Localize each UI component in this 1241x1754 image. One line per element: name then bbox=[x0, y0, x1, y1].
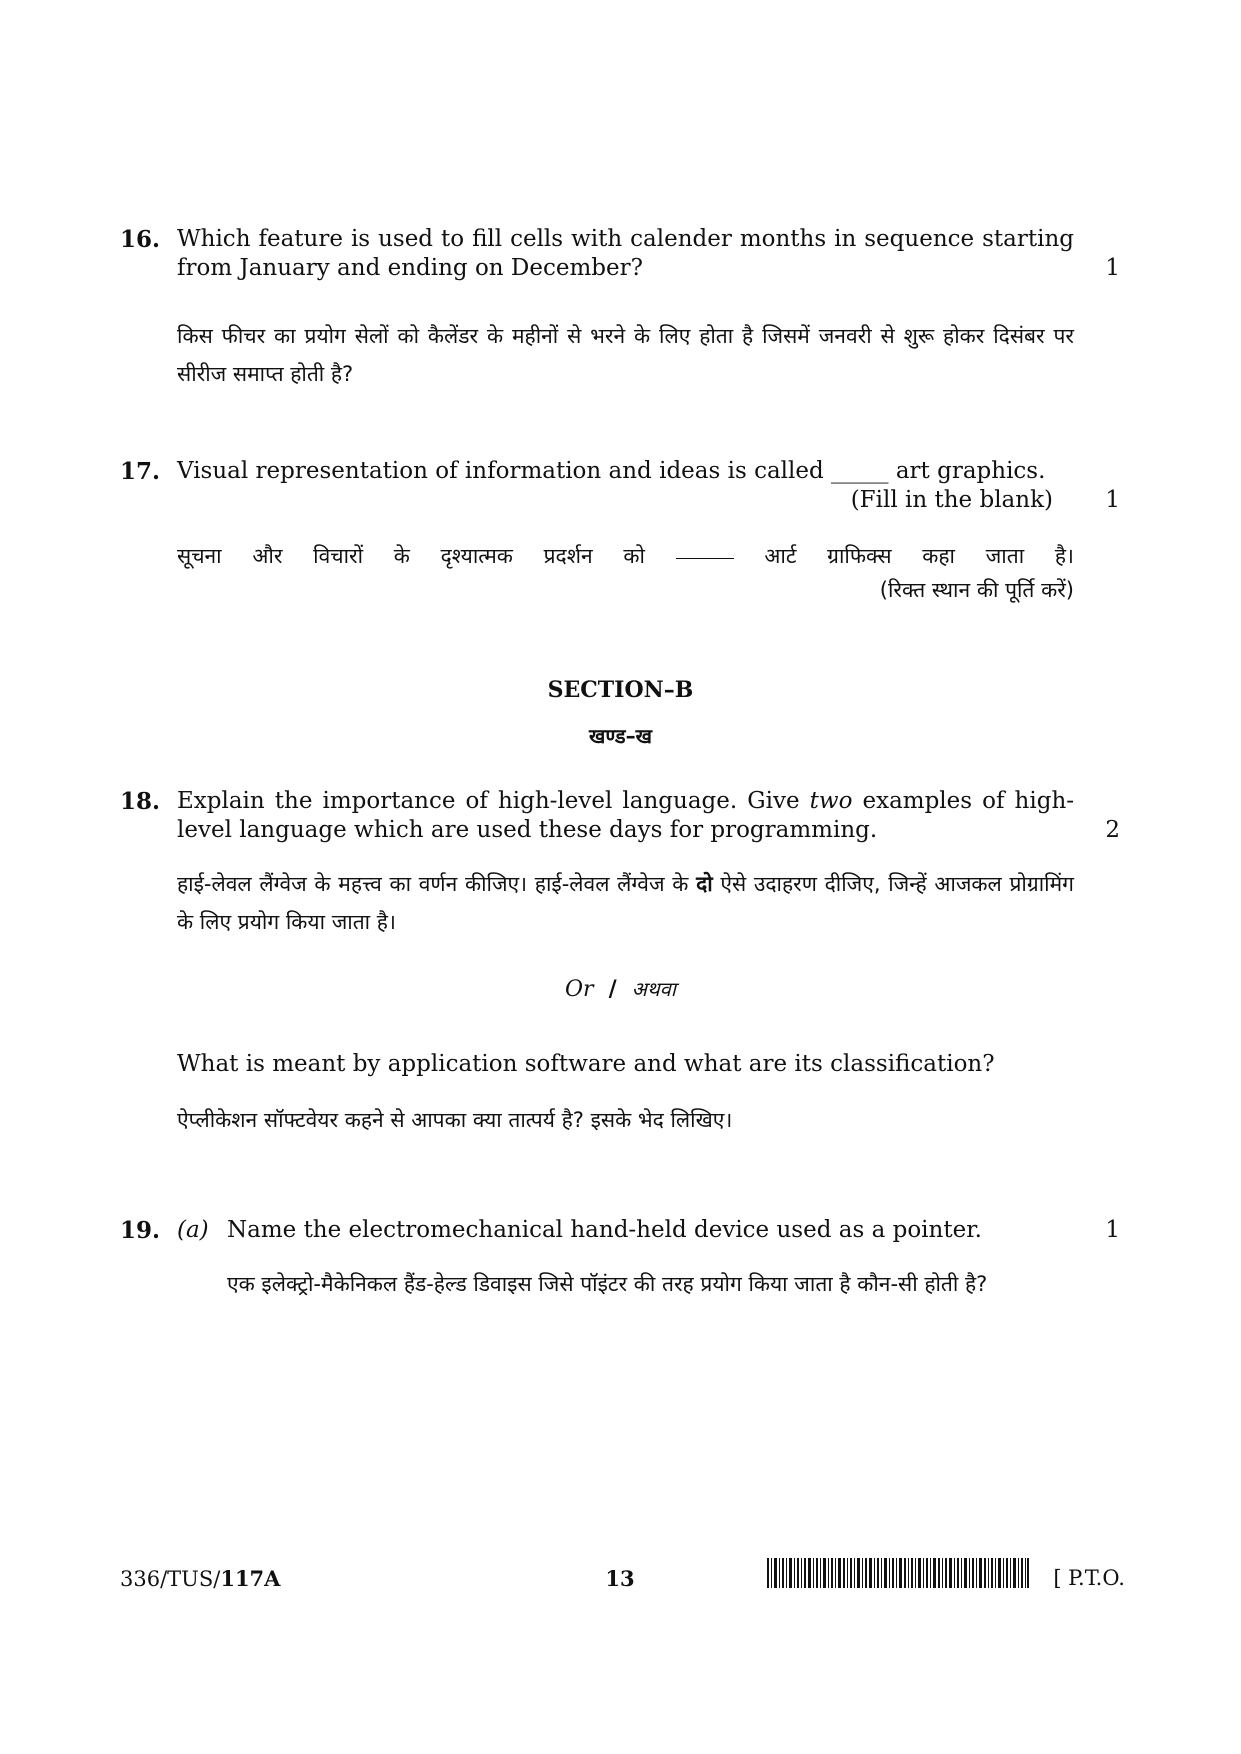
question-text-hindi: एक इलेक्ट्रो-मैकेनिकल हैंड-हेल्ड डिवाइस जिसे पॉइंटर की तरह प्रयोग किया जाता है कौन-सी होती है? bbox=[227, 1272, 988, 1296]
question-body bbox=[227, 1216, 1074, 1303]
question-text-part: Visual representation of information and ideas is called bbox=[177, 458, 824, 484]
question-body bbox=[177, 225, 1074, 393]
question-17 bbox=[120, 457, 1120, 605]
question-text-part: Explain the importance of high-level language. Give bbox=[177, 788, 800, 814]
question-text-english: Name the electromechanical hand-held device used as a pointer. bbox=[227, 1217, 982, 1243]
or-english: Or bbox=[565, 977, 594, 1002]
question-text-part: सूचना और विचारों के दृश्यात्मक प्रदर्शन को bbox=[177, 544, 645, 568]
marks: 1 bbox=[1105, 255, 1120, 281]
or-divider bbox=[0, 975, 1241, 1002]
question-text-english: Which feature is used to fill cells with calender months in sequence starting from January and ending on December? bbox=[177, 226, 1074, 281]
question-text-part: ऐसे उदाहरण दीजिए, जिन्हें आजकल प्रोग्रामिंग के लिए प्रयोग किया जाता है। bbox=[177, 872, 1074, 934]
question-number: 18. bbox=[120, 788, 161, 815]
instruction-note-hindi: (रिक्त स्थान की पूर्ति करें) bbox=[879, 578, 1074, 602]
marks: 1 bbox=[1105, 487, 1120, 513]
fill-blank: _____ bbox=[831, 458, 889, 484]
question-text-english bbox=[177, 787, 1074, 845]
question-19 bbox=[120, 1216, 1120, 1303]
question-text-part: हाई-लेवल लैंग्वेज के महत्त्व का वर्णन कीजिए। हाई-लेवल लैंग्वेज के bbox=[177, 872, 689, 896]
question-text-part: examples of high-level language which are used these days for programming. bbox=[177, 788, 1075, 843]
question-text-hindi: ऐप्लीकेशन सॉफ्टवेयर कहने से आपका क्या तात्पर्य है? इसके भेद लिखिए। bbox=[177, 1108, 733, 1132]
instruction-note: (Fill in the blank) bbox=[850, 487, 1053, 513]
please-turn-over: [ P.T.O. bbox=[1053, 1566, 1125, 1590]
barcode-icon bbox=[767, 1558, 1029, 1588]
section-title-hindi: खण्ड–ख bbox=[589, 724, 652, 748]
or-hindi: अथवा bbox=[631, 977, 676, 1001]
question-body bbox=[177, 1050, 1074, 1139]
paper-code-suffix: 117A bbox=[220, 1566, 281, 1591]
question-body bbox=[177, 787, 1074, 941]
question-text-part: आर्ट ग्राफिक्स कहा जाता है। bbox=[764, 544, 1074, 568]
blank-line bbox=[676, 558, 734, 559]
section-title: SECTION–B bbox=[547, 677, 694, 703]
question-text-hindi bbox=[177, 537, 1074, 575]
paper-code bbox=[120, 1566, 280, 1591]
question-text-hindi: किस फीचर का प्रयोग सेलों को कैलेंडर के महीनों से भरने के लिए होता है जिसमें जनवरी से शुरू होकर दिसंबर पर सीरीज समाप्त होती है? bbox=[177, 324, 1074, 386]
or-separator: / bbox=[608, 976, 617, 1002]
question-16 bbox=[120, 225, 1120, 393]
question-18 bbox=[120, 787, 1120, 941]
question-number: 17. bbox=[120, 458, 161, 485]
question-part-label: (a) bbox=[177, 1217, 209, 1243]
question-text-english: What is meant by application software and what are its classification? bbox=[177, 1051, 995, 1077]
marks: 2 bbox=[1105, 817, 1120, 843]
page-number: 13 bbox=[605, 1566, 635, 1591]
emphasis: two bbox=[809, 788, 853, 814]
question-number: 16. bbox=[120, 226, 161, 253]
question-body bbox=[177, 457, 1074, 605]
emphasis: दो bbox=[696, 872, 713, 896]
question-18-alternative bbox=[120, 1050, 1120, 1139]
marks: 1 bbox=[1105, 1217, 1120, 1243]
question-number: 19. bbox=[120, 1217, 161, 1244]
question-text-part: art graphics. bbox=[895, 458, 1046, 484]
question-text-hindi bbox=[177, 865, 1074, 941]
question-text-english bbox=[177, 457, 1074, 486]
paper-code-prefix: 336/TUS/ bbox=[120, 1567, 221, 1591]
page-footer bbox=[0, 1566, 1241, 1606]
